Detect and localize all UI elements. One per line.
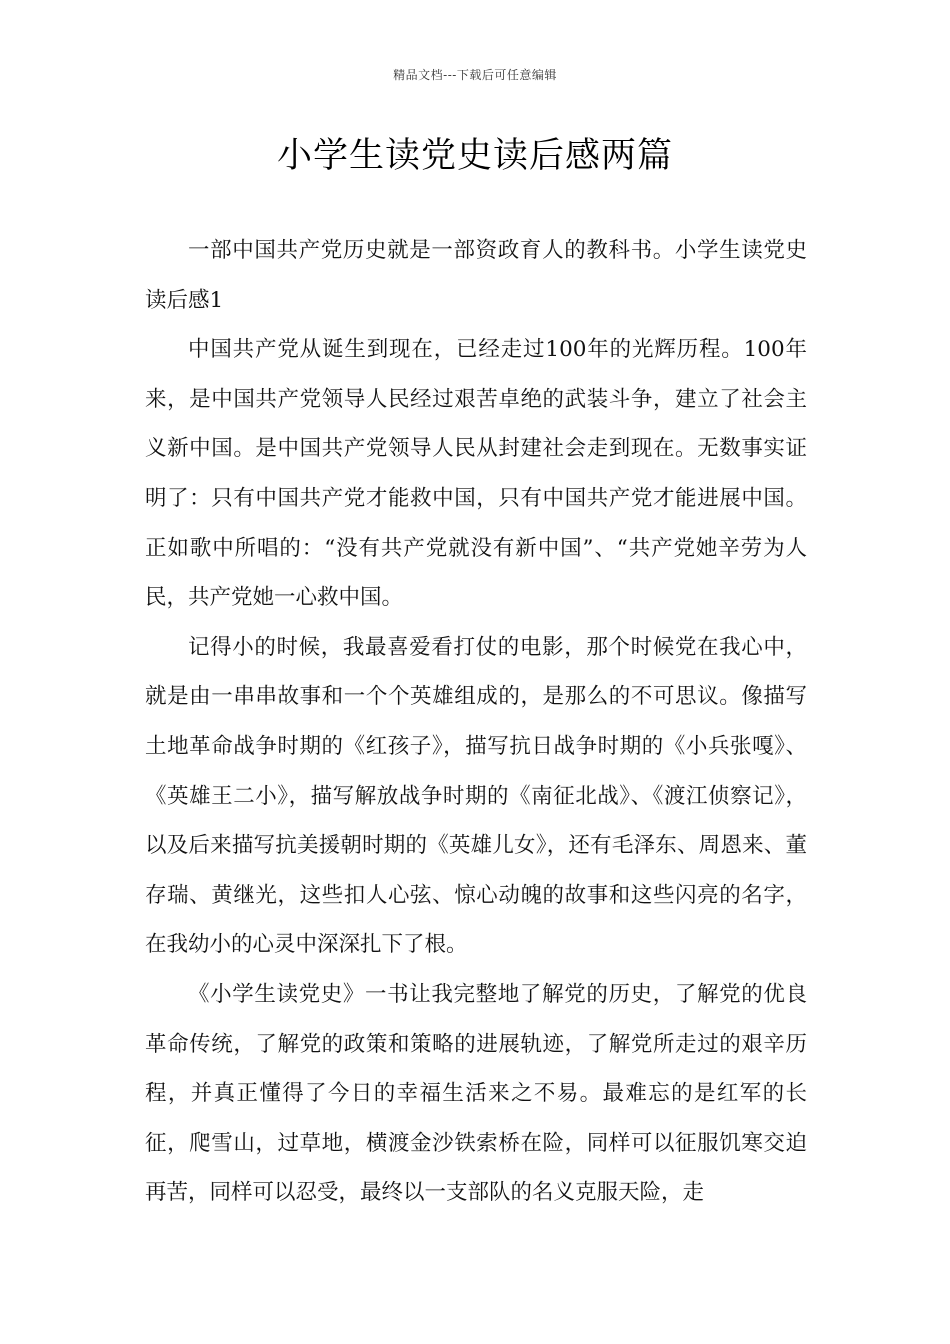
- paragraph-book: 《小学生读党史》一书让我完整地了解党的历史，了解党的优良革命传统，了解党的政策和策略的进展轨迹，了解党所走过的艰辛历程，并真正懂得了今日的幸福生活来之不易。最难忘的是红军的长征，爬雪山，过草地，横渡金沙铁索桥在险，同样可以征服饥寒交迫再苦，同样可以忍受，最终以一支部队的名义克服天险，走: [145, 981, 807, 1206]
- paragraph-childhood: 记得小的时候，我最喜爱看打仗的电影，那个时候党在我心中，就是由一串串故事和一个个英雄组成的，是那么的不可思议。像描写土地革命战争时期的《红孩子》，描写抗日战争时期的《小兵张嘎》、《英雄王二小》，描写解放战争时期的《南征北战》、《渡江侦察记》，以及后来描写抗美援朝时期的《英雄儿女》，还有毛泽东、周恩来、董存瑞、黄继光，这些扣人心弦、惊心动魄的故事和这些闪亮的名字，在我幼小的心灵中深深扎下了根。: [145, 634, 807, 958]
- document-body: [145, 226, 807, 1218]
- paragraph-intro: 一部中国共产党历史就是一部资政育人的教科书。小学生读党史读后感1: [145, 238, 807, 313]
- header-note: 精品文档---下载后可任意编辑: [393, 68, 557, 82]
- document-title: 小学生读党史读后感两篇: [276, 136, 673, 176]
- paragraph-history: 中国共产党从诞生到现在，已经走过100年的光辉历程。100年来，是中国共产党领导人民经过艰苦卓绝的武装斗争，建立了社会主义新中国。是中国共产党领导人民从封建社会走到现在。无数事实证明了：只有中国共产党才能救中国，只有中国共产党才能进展中国。正如歌中所唱的：“没有共产党就没有新中国”、“共产党她辛劳为人民，共产党她一心救中国。: [145, 337, 807, 611]
